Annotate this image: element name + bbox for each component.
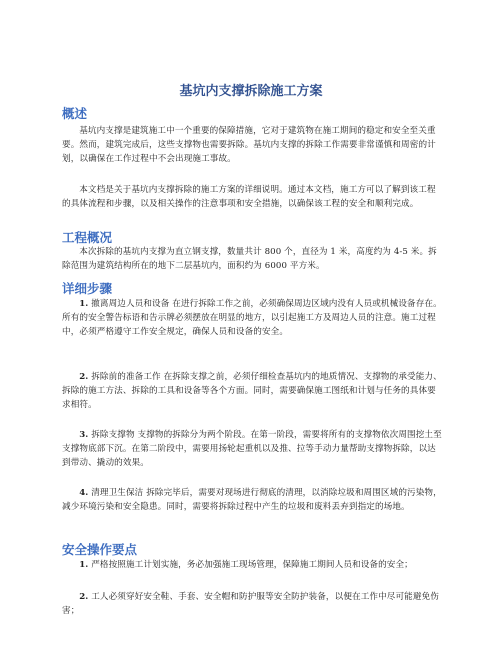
section-heading-detailed-steps: 详细步骤	[62, 281, 113, 296]
step-number: 2.	[79, 372, 89, 382]
step-text: 拆除支撑物 支撑物的拆除分为两个阶段。在第一阶段，需要将所有的支撑物依次周围挖土至支撑物底部下沉。在第二阶段中，需要用扬轮起重机以及推、拉等手动力量帮助支撑物拆除，以达到带动、撬动的效果。	[62, 430, 442, 469]
safety-text: 工人必须穿好安全鞋、手套、安全帽和防护服等安全防护装备，以便在工作中尽可能避免伤害；	[62, 592, 439, 617]
step-item-4	[62, 486, 442, 514]
step-item-3	[62, 428, 442, 471]
safety-text: 严格按照施工计划实施，务必加强施工现场管理，保障施工期间人员和设备的安全；	[91, 560, 413, 570]
step-text: 撤离周边人员和设备 在进行拆除工作之前，必须确保周边区域内没有人员或机械设备存在。所有的安全警告标语和告示牌必须摆放在明显的地方，以引起施工方及周边人员的注意。施工过程中，必须严格遵守工作安全规定，确保人员和设备的安全。	[62, 299, 442, 338]
overview-paragraph-1: 基坑内支撑是建筑施工中一个重要的保障措施，它对于建筑物在施工期间的稳定和安全至关重要。然而，建筑完成后，这些支撑物也需要拆除。基坑内支撑的拆除工作需要非常谨慎和周密的计划，以确保在工作过程中不会出现施工事故。	[62, 126, 436, 165]
section-heading-project-overview: 工程概况	[62, 230, 113, 245]
section-heading-safety-points: 安全操作要点	[62, 542, 138, 557]
step-number: 1.	[79, 299, 89, 309]
safety-item-2	[62, 590, 442, 618]
section-heading-overview: 概述	[62, 106, 88, 121]
project-overview-paragraph: 本次拆除的基坑内支撑为直立钢支撑，数量共计 800 个，直径为 1 米，高度约为 4-5 米。拆除范围为建筑结构所在的地下二层基坑内，面积约为 6000 平方米。	[62, 247, 437, 272]
step-number: 3.	[79, 430, 89, 440]
step-text: 拆除前的准备工作 在拆除支撑之前，必须仔细检查基坑内的地质情况、支撑物的承受能力、拆除的施工方法、拆除的工具和设备等各个方面。同时，需要确保施工图纸和计划与任务的具体要求相符。	[62, 372, 442, 411]
step-number: 4.	[79, 488, 89, 498]
safety-number: 2.	[79, 592, 89, 602]
overview-paragraph-2: 本文档是关于基坑内支撑拆除的施工方案的详细说明。通过本文档，施工方可以了解到该工程的具体流程和步骤，以及相关操作的注意事项和安全措施，以确保该工程的安全和顺利完成。	[62, 185, 436, 210]
step-item-2	[62, 370, 442, 413]
step-item-1	[62, 297, 442, 340]
document-title: 基坑内支撑拆除施工方案	[179, 84, 323, 99]
step-text: 清理卫生保洁 拆除完毕后，需要对现场进行彻底的清理，以消除垃圾和周围区域的污染物，减少环境污染和安全隐患。同时，需要将拆除过程中产生的垃圾和废料丢弃到指定的场地。	[62, 488, 442, 513]
safety-item-1	[62, 558, 442, 572]
safety-number: 1.	[79, 560, 89, 570]
